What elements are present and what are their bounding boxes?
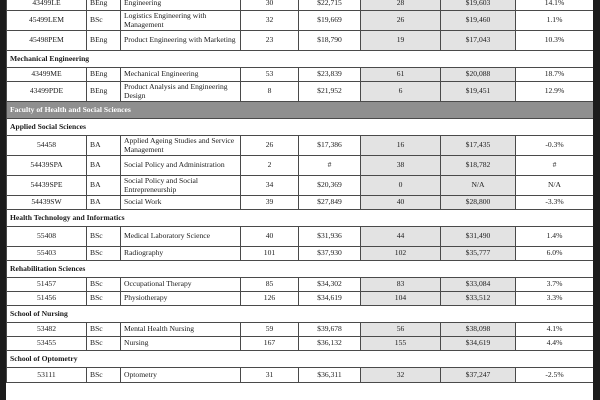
salary-a: #: [299, 156, 361, 176]
salary-b: $35,777: [441, 247, 516, 261]
graduates-count-b: 40: [361, 196, 441, 210]
salary-b: $31,490: [441, 227, 516, 247]
graduates-count-a: 39: [241, 196, 299, 210]
programme-name: Engineering: [121, 0, 241, 11]
programme-code: 43499PDE: [7, 82, 87, 102]
programme-code: 54439SPE: [7, 176, 87, 196]
salary-a: $27,849: [299, 196, 361, 210]
graduates-count-a: 167: [241, 337, 299, 351]
award-type: BEng: [87, 31, 121, 51]
department-header-row: [7, 51, 594, 68]
department-header-row: [7, 351, 594, 368]
award-type: BSc: [87, 11, 121, 31]
programme-code: 45499LEM: [7, 11, 87, 31]
salary-change: -0.3%: [516, 136, 594, 156]
graduates-count-b: 44: [361, 227, 441, 247]
table-row: [7, 82, 594, 102]
graduates-count-a: 26: [241, 136, 299, 156]
award-type: BEng: [87, 68, 121, 82]
salary-change: #: [516, 156, 594, 176]
award-type: BSc: [87, 337, 121, 351]
award-type: BEng: [87, 0, 121, 11]
programme-name: Logistics Engineering with Management: [121, 11, 241, 31]
graduates-count-b: 104: [361, 292, 441, 306]
programme-name: Social Work: [121, 196, 241, 210]
table-body: [7, 0, 594, 383]
table-row: [7, 323, 594, 337]
graduates-count-a: 85: [241, 278, 299, 292]
programme-name: Physiotherapy: [121, 292, 241, 306]
award-type: BEng: [87, 82, 121, 102]
graduates-count-b: 32: [361, 368, 441, 383]
table-row: [7, 368, 594, 383]
salary-b: $17,043: [441, 31, 516, 51]
salary-table-page: [6, 0, 593, 400]
graduates-count-b: 83: [361, 278, 441, 292]
graduate-salary-table: [6, 0, 593, 383]
programme-name: Occupational Therapy: [121, 278, 241, 292]
award-type: BSc: [87, 368, 121, 383]
programme-code: 53482: [7, 323, 87, 337]
salary-b: N/A: [441, 176, 516, 196]
graduates-count-a: 2: [241, 156, 299, 176]
salary-b: $20,088: [441, 68, 516, 82]
table-row: [7, 31, 594, 51]
salary-change: 14.1%: [516, 0, 594, 11]
salary-a: $34,302: [299, 278, 361, 292]
graduates-count-b: 155: [361, 337, 441, 351]
programme-name: Product Engineering with Marketing: [121, 31, 241, 51]
graduates-count-b: 38: [361, 156, 441, 176]
programme-code: 51457: [7, 278, 87, 292]
faculty-header-row: [7, 102, 594, 119]
graduates-count-a: 32: [241, 11, 299, 31]
salary-a: $37,930: [299, 247, 361, 261]
programme-code: 53111: [7, 368, 87, 383]
table-row: [7, 227, 594, 247]
table-row: [7, 292, 594, 306]
salary-change: -3.3%: [516, 196, 594, 210]
award-type: BSc: [87, 292, 121, 306]
graduates-count-a: 53: [241, 68, 299, 82]
graduates-count-a: 40: [241, 227, 299, 247]
graduates-count-b: 61: [361, 68, 441, 82]
salary-change: 18.7%: [516, 68, 594, 82]
programme-code: 43499LE: [7, 0, 87, 11]
salary-a: $20,369: [299, 176, 361, 196]
programme-name: Social Policy and Administration: [121, 156, 241, 176]
graduates-count-b: 6: [361, 82, 441, 102]
salary-b: $19,603: [441, 0, 516, 11]
graduates-count-b: 56: [361, 323, 441, 337]
programme-code: 54439SPA: [7, 156, 87, 176]
graduates-count-a: 34: [241, 176, 299, 196]
graduates-count-a: 30: [241, 0, 299, 11]
salary-a: $39,678: [299, 323, 361, 337]
programme-code: 51456: [7, 292, 87, 306]
department-header-row: [7, 306, 594, 323]
salary-b: $37,247: [441, 368, 516, 383]
programme-name: Applied Ageing Studies and Service Management: [121, 136, 241, 156]
department-name: Applied Social Sciences: [7, 119, 594, 136]
salary-b: $28,800: [441, 196, 516, 210]
salary-a: $23,839: [299, 68, 361, 82]
department-name: School of Optometry: [7, 351, 594, 368]
salary-a: $21,952: [299, 82, 361, 102]
table-row: [7, 176, 594, 196]
award-type: BSc: [87, 247, 121, 261]
salary-change: 1.4%: [516, 227, 594, 247]
programme-name: Social Policy and Social Entrepreneurship: [121, 176, 241, 196]
table-row: [7, 11, 594, 31]
salary-a: $19,669: [299, 11, 361, 31]
department-name: Mechanical Engineering: [7, 51, 594, 68]
salary-b: $19,460: [441, 11, 516, 31]
graduates-count-a: 23: [241, 31, 299, 51]
department-header-row: [7, 210, 594, 227]
award-type: BA: [87, 196, 121, 210]
programme-code: 55408: [7, 227, 87, 247]
scan-edge-right: [593, 0, 600, 400]
graduates-count-b: 19: [361, 31, 441, 51]
salary-b: $19,451: [441, 82, 516, 102]
table-row: [7, 278, 594, 292]
salary-change: 1.1%: [516, 11, 594, 31]
salary-a: $36,132: [299, 337, 361, 351]
graduates-count-b: 102: [361, 247, 441, 261]
faculty-name: Faculty of Health and Social Sciences: [7, 102, 594, 119]
programme-code: 45498PEM: [7, 31, 87, 51]
programme-code: 53455: [7, 337, 87, 351]
salary-b: $33,084: [441, 278, 516, 292]
programme-name: Nursing: [121, 337, 241, 351]
graduates-count-b: 16: [361, 136, 441, 156]
salary-b: $33,512: [441, 292, 516, 306]
salary-a: $36,311: [299, 368, 361, 383]
department-name: Health Technology and Informatics: [7, 210, 594, 227]
award-type: BA: [87, 176, 121, 196]
graduates-count-a: 101: [241, 247, 299, 261]
salary-change: 3.3%: [516, 292, 594, 306]
salary-change: 4.4%: [516, 337, 594, 351]
table-row: [7, 136, 594, 156]
graduates-count-b: 0: [361, 176, 441, 196]
programme-code: 54439SW: [7, 196, 87, 210]
programme-name: Mechanical Engineering: [121, 68, 241, 82]
table-row: [7, 156, 594, 176]
table-row: [7, 0, 594, 11]
programme-name: Radiography: [121, 247, 241, 261]
salary-b: $38,098: [441, 323, 516, 337]
salary-a: $31,936: [299, 227, 361, 247]
department-name: Rehabilitation Sciences: [7, 261, 594, 278]
table-row: [7, 196, 594, 210]
graduates-count-a: 126: [241, 292, 299, 306]
graduates-count-a: 31: [241, 368, 299, 383]
salary-change: 4.1%: [516, 323, 594, 337]
salary-a: $22,715: [299, 0, 361, 11]
salary-change: -2.5%: [516, 368, 594, 383]
programme-name: Optometry: [121, 368, 241, 383]
programme-name: Medical Laboratory Science: [121, 227, 241, 247]
salary-change: 10.3%: [516, 31, 594, 51]
salary-b: $34,619: [441, 337, 516, 351]
table-row: [7, 337, 594, 351]
table-row: [7, 247, 594, 261]
salary-b: $18,782: [441, 156, 516, 176]
department-header-row: [7, 119, 594, 136]
programme-code: 54458: [7, 136, 87, 156]
programme-code: 55403: [7, 247, 87, 261]
award-type: BA: [87, 156, 121, 176]
salary-a: $18,790: [299, 31, 361, 51]
award-type: BA: [87, 136, 121, 156]
department-header-row: [7, 261, 594, 278]
salary-change: 3.7%: [516, 278, 594, 292]
award-type: BSc: [87, 278, 121, 292]
programme-name: Product Analysis and Engineering Design: [121, 82, 241, 102]
table-row: [7, 68, 594, 82]
award-type: BSc: [87, 323, 121, 337]
graduates-count-a: 8: [241, 82, 299, 102]
graduates-count-a: 59: [241, 323, 299, 337]
scan-edge-left: [0, 0, 6, 400]
salary-a: $34,619: [299, 292, 361, 306]
graduates-count-b: 26: [361, 11, 441, 31]
salary-change: 6.0%: [516, 247, 594, 261]
salary-change: N/A: [516, 176, 594, 196]
salary-a: $17,386: [299, 136, 361, 156]
department-name: School of Nursing: [7, 306, 594, 323]
award-type: BSc: [87, 227, 121, 247]
salary-b: $17,435: [441, 136, 516, 156]
salary-change: 12.9%: [516, 82, 594, 102]
graduates-count-b: 28: [361, 0, 441, 11]
programme-name: Mental Health Nursing: [121, 323, 241, 337]
programme-code: 43499ME: [7, 68, 87, 82]
